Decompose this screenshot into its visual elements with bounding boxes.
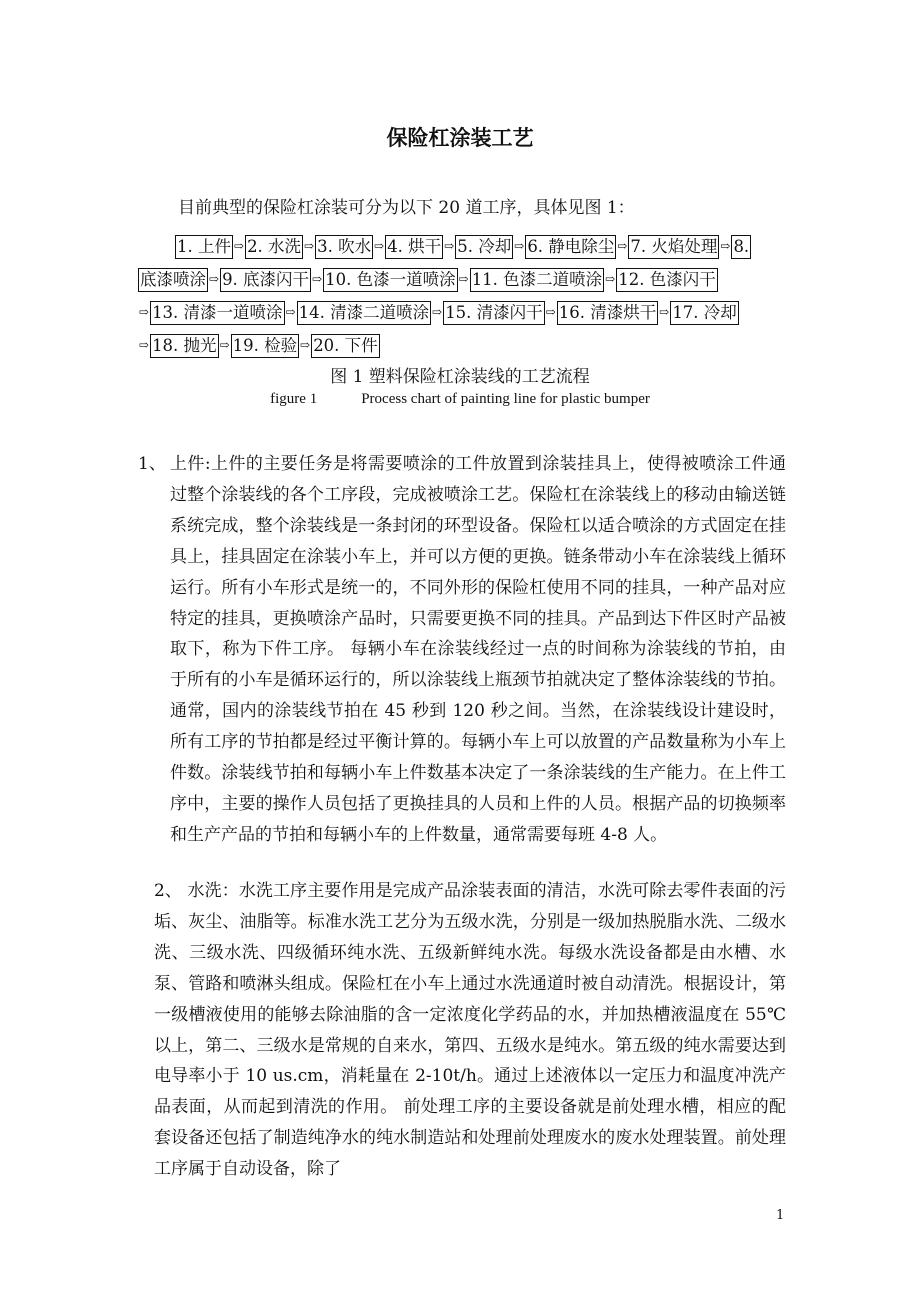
flow-step: 10. 色漆一道喷涂 [323,268,458,292]
flow-line [138,263,788,296]
figure-caption-cn: 图 1 塑料保险杠涂装线的工艺流程 [330,367,590,387]
flow-arrow-icon: ⇨ [659,304,670,319]
flow-arrow-icon: ⇨ [285,304,296,319]
flow-arrow-icon: ⇨ [300,337,311,352]
flow-line [138,296,788,329]
flow-arrow-icon: ⇨ [209,271,220,286]
flow-step: 7. 火焰处理 [628,235,719,259]
flow-step: 15. 清漆闪干 [443,301,545,325]
flow-step: 8. [731,235,751,259]
section-1-text: 上件:上件的主要任务是将需要喷涂的工件放置到涂装挂具上，使得被喷涂工件通过整个涂装线的各个工序段，完成被喷涂工艺。保险杠在涂装线上的移动由输送链系统完成，整个涂装线是一条封闭的环型设备。保险杠以适合喷涂的方式固定在挂具上，挂具固定在涂装小车上，并可以方便的更换。链条带动小车在涂装线上循环运行。所有小车形式是统一的，不同外形的保险杠使用不同的挂具，一种产品对应特定的挂具，更换喷涂产品时，只需要更换不同的挂具。产品到达下件区时产品被取下，称为下件工序。 每辆小车在涂装线经过一点的时间称为涂装线的节拍，由于所有的小车是循环运行的，所以涂装线上瓶颈节拍就决定了整体涂装线的节拍。通常，国内的涂装线节拍在 45 秒到 120 秒之间。当然，在涂装线设计建设时，所有工序的节拍都是经过平衡计算的。每辆小车上可以放置的产品数量称为小车上件数。涂装线节拍和每辆小车上件数基本决定了一条涂装线的生产能力。在上件工序中，主要的操作人员包括了更换挂具的人员和上件的人员。根据产品的切换频率和生产产品的节拍和每辆小车的上件数量，通常需要每班 4-8 人。 [170,454,786,845]
flow-step: 16. 清漆烘干 [557,301,659,325]
flow-step: 11. 色漆二道喷涂 [470,268,605,292]
flow-arrow-icon: ⇨ [432,304,443,319]
flow-arrow-icon: ⇨ [139,337,150,352]
flow-arrow-icon: ⇨ [514,238,525,253]
figure-label-en: figure 1 [270,391,318,407]
flow-arrow-icon: ⇨ [444,238,455,253]
flow-step: 1. 上件 [175,235,233,259]
page-number: 1 [776,1208,785,1223]
intro-paragraph: 目前典型的保险杠涂装可分为以下 20 道工序，具体见图 1： [178,198,635,218]
flow-arrow-icon: ⇨ [545,304,556,319]
figure-caption-en [0,391,920,408]
flow-step: 17. 冷却 [670,301,739,325]
flow-step: 5. 冷却 [455,235,513,259]
flow-step: 3. 吹水 [315,235,373,259]
flow-line [138,230,788,263]
flow-arrow-icon: ⇨ [312,271,323,286]
flow-step: 20. 下件 [311,334,380,358]
flow-arrow-icon: ⇨ [605,271,616,286]
flow-line [138,329,788,362]
flow-step: 9. 底漆闪干 [220,268,311,292]
flow-step: 底漆喷涂 [138,268,208,292]
flow-step: 12. 色漆闪干 [616,268,718,292]
flow-step: 2. 水洗 [245,235,303,259]
flow-arrow-icon: ⇨ [219,337,230,352]
flow-step: 19. 检验 [231,334,300,358]
figure-caption-en-text: Process chart of painting line for plastic bumper [361,391,650,407]
flow-arrow-icon: ⇨ [139,304,150,319]
process-flow-chart [138,230,788,362]
section-1-number: 1、 [138,454,166,474]
flow-arrow-icon: ⇨ [720,238,731,253]
section-2-paragraph: 2、 水洗：水洗工序主要作用是完成产品涂装表面的清洁，水洗可除去零件表面的污垢、灰尘、油脂等。标准水洗工艺分为五级水洗，分别是一级加热脱脂水洗、二级水洗、三级水洗、四级循环纯水洗、五级新鲜纯水洗。每级水洗设备都是由水槽、水泵、管路和喷淋头组成。保险杠在小车上通过水洗通道时被自动清洗。根据设计，第一级槽液使用的能够去除油脂的含一定浓度化学药品的水，并加热槽液温度在 55℃以上，第二、三级水是常规的自来水，第四、五级水是纯水。第五级的纯水需要达到电导率小于 10 us.cm，消耗量在 2-10t/h。通过上述液体以一定压力和温度冲洗产品表面，从而起到清洗的作用。 前处理工序的主要设备就是前处理水槽，相应的配套设备还包括了制造纯净水的纯水制造站和处理前处理废水的废水处理装置。前处理工序属于自动设备，除了 [154,881,786,1180]
flow-step: 14. 清漆二道喷涂 [297,301,432,325]
flow-arrow-icon: ⇨ [617,238,628,253]
page-title: 保险杠涂装工艺 [386,126,534,150]
flow-arrow-icon: ⇨ [458,271,469,286]
flow-step: 13. 清漆一道喷涂 [150,301,285,325]
flow-step: 4. 烘干 [385,235,443,259]
flow-step: 6. 静电除尘 [525,235,616,259]
flow-arrow-icon: ⇨ [234,238,245,253]
flow-arrow-icon: ⇨ [304,238,315,253]
section-1-paragraph [138,449,786,851]
flow-step: 18. 抛光 [150,334,219,358]
flow-arrow-icon: ⇨ [374,238,385,253]
